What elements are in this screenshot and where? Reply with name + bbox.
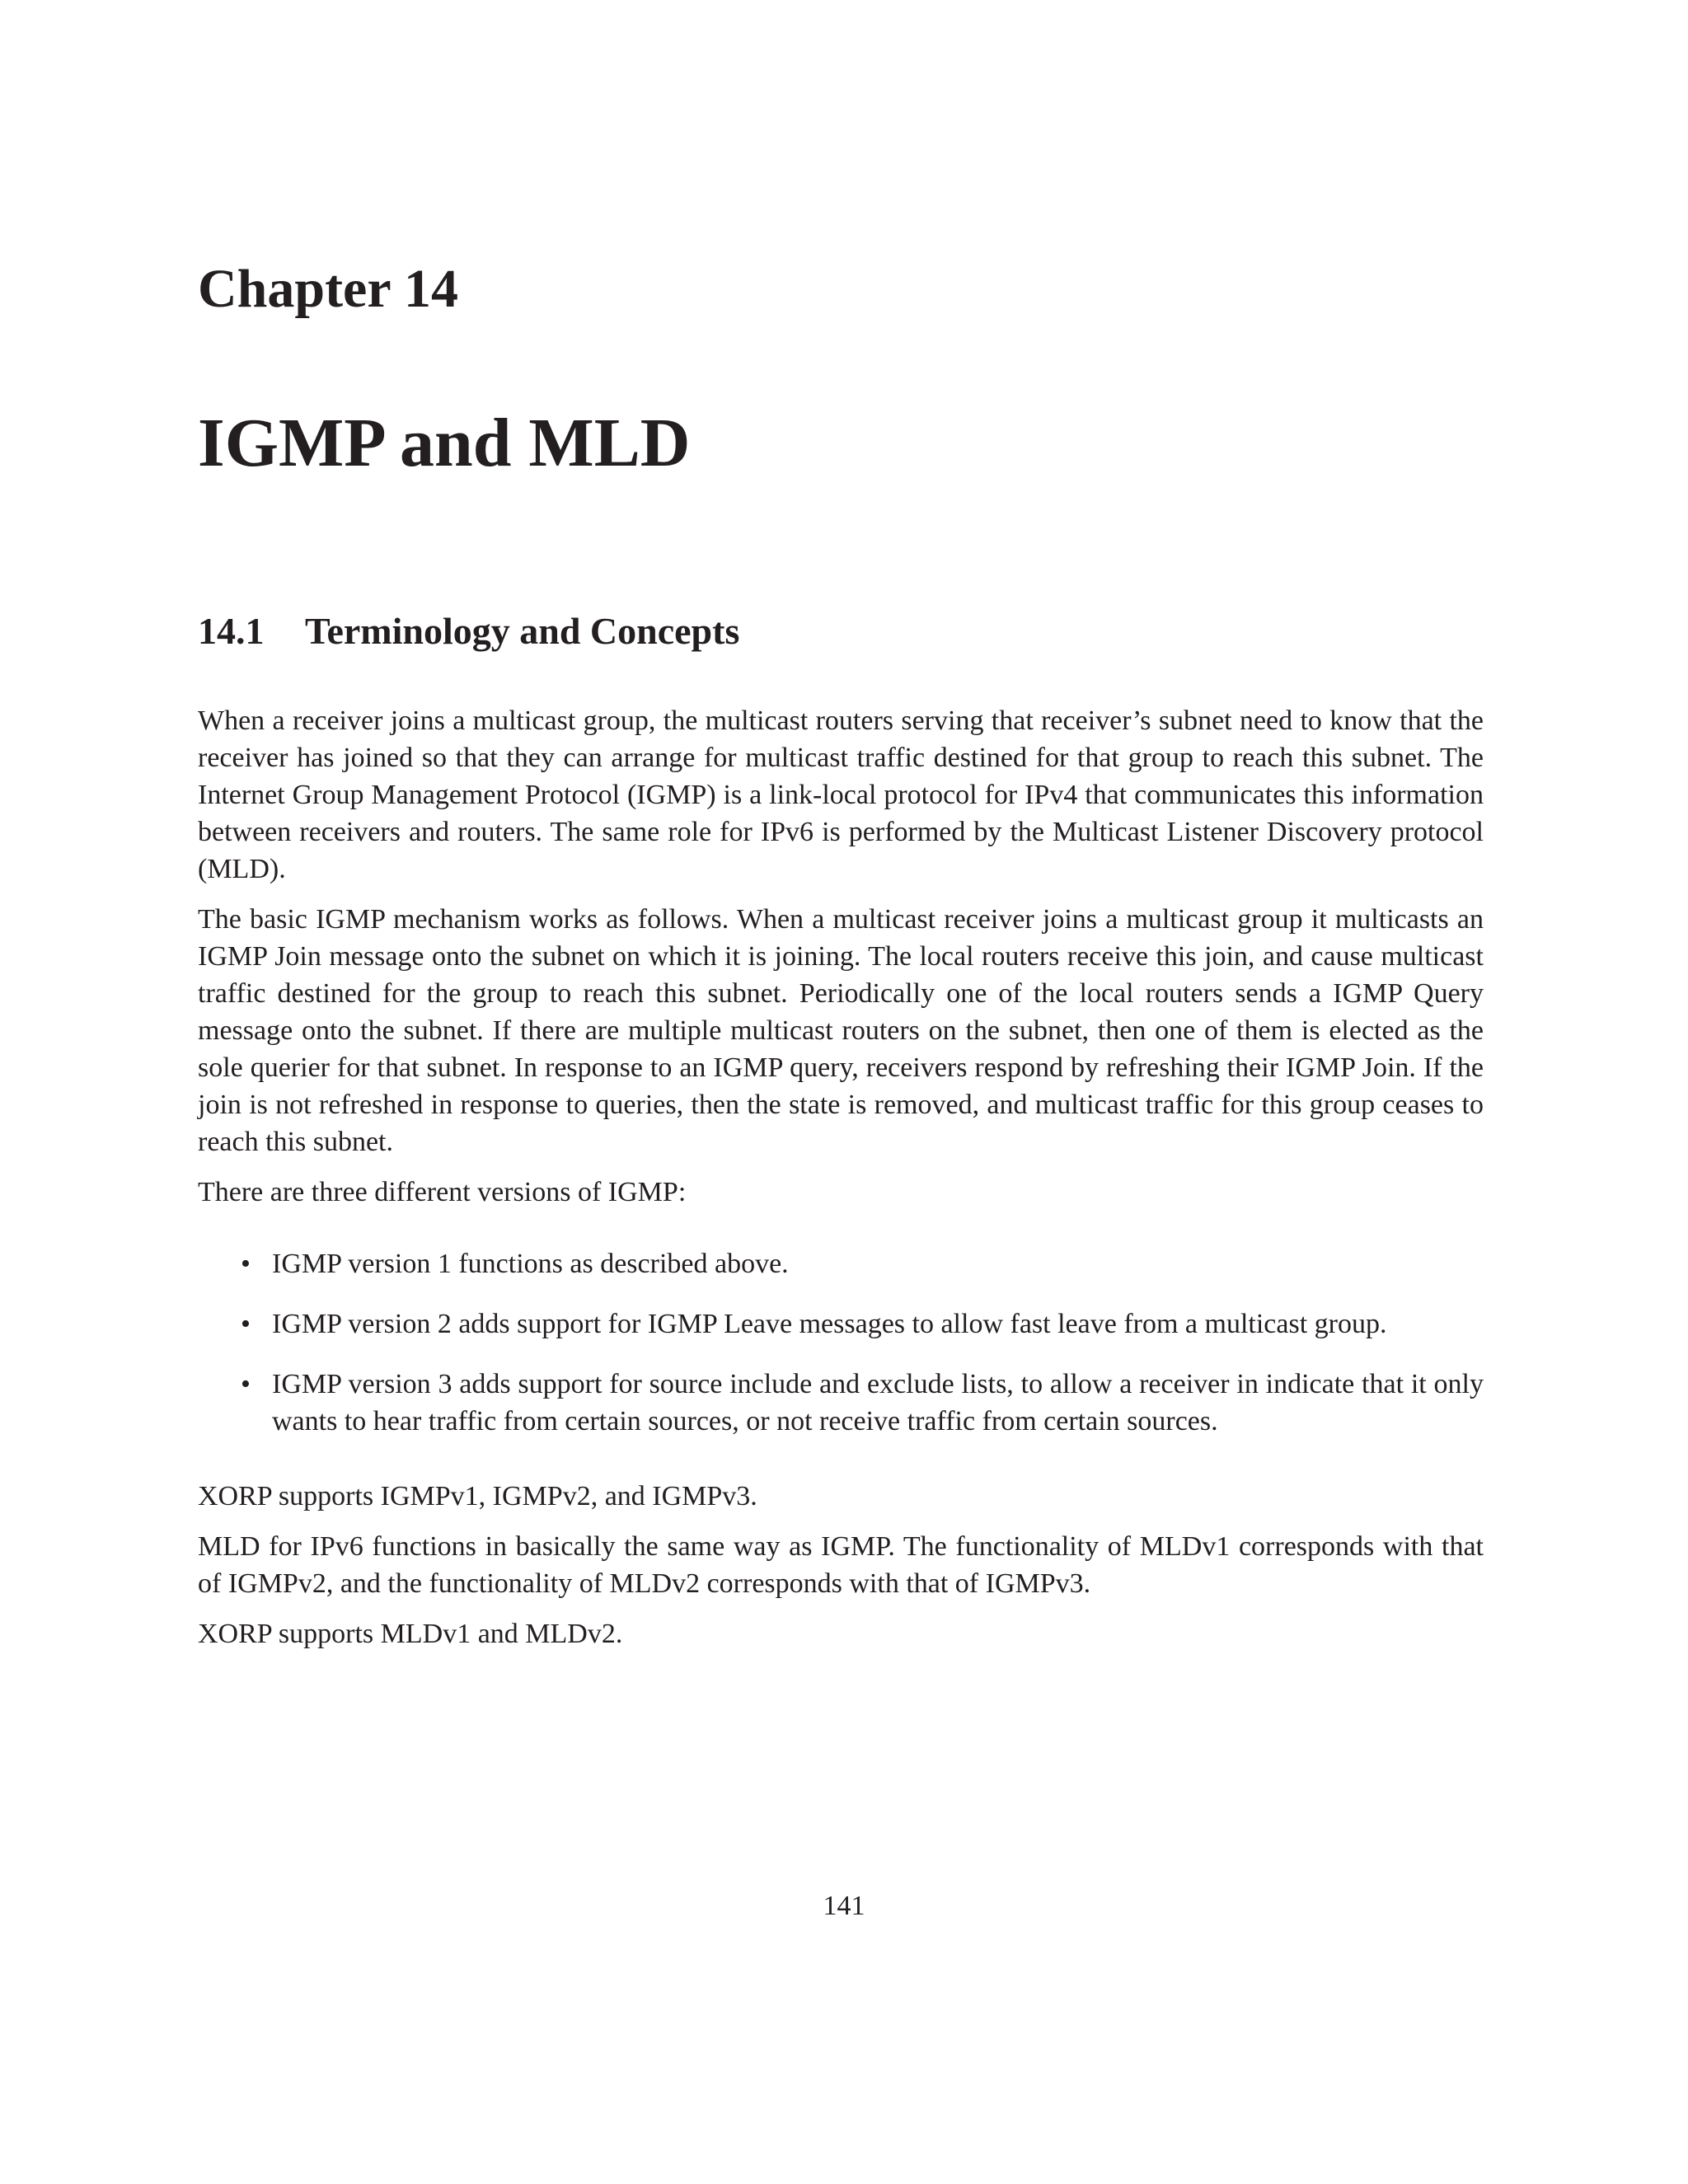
list-item <box>198 1245 1484 1282</box>
section-heading <box>198 612 739 650</box>
section-title: Terminology and Concepts <box>305 610 740 652</box>
body-text <box>198 702 1484 1666</box>
igmp-versions-list <box>198 1245 1484 1440</box>
paragraph-versions-intro: There are three different versions of IGMP: <box>198 1177 687 1207</box>
chapter-title: IGMP and MLD <box>198 405 691 481</box>
section-number: 14.1 <box>198 610 265 652</box>
list-item-text: IGMP version 1 functions as described above. <box>272 1249 789 1279</box>
bullet-icon: • <box>241 1369 251 1399</box>
list-item-text: IGMP version 3 adds support for source include and exclude lists, to allow a receiver in indicate that it only wants to hear traffic from certain sources, or not receive traffic from certain sources. <box>272 1369 1484 1436</box>
page-number: 141 <box>823 1891 865 1921</box>
paragraph-xorp-igmp: XORP supports IGMPv1, IGMPv2, and IGMPv3. <box>198 1481 757 1511</box>
bullet-icon: • <box>241 1249 251 1279</box>
list-item <box>198 1366 1484 1440</box>
paragraph-mechanism: The basic IGMP mechanism works as follows. When a multicast receiver joins a multicast group it multicasts an IGMP Join message onto the subnet on which it is joining. The local routers receive this join, and cause multicast traffic destined for the group to reach this subnet. Periodically one of the local routers sends a IGMP Query message onto the subnet. If there are multiple multicast routers on the subnet, then one of them is elected as the sole querier for that subnet. In response to an IGMP query, receivers respond by refreshing their IGMP Join. If the join is not refreshed in response to queries, then the state is removed, and multicast traffic for this group ceases to reach this subnet. <box>198 904 1484 1157</box>
list-item <box>198 1305 1484 1343</box>
list-item-text: IGMP version 2 adds support for IGMP Leave messages to allow fast leave from a multicast group. <box>272 1309 1387 1339</box>
chapter-label: Chapter 14 <box>198 259 458 319</box>
paragraph-xorp-mld: XORP supports MLDv1 and MLDv2. <box>198 1619 623 1649</box>
paragraph-intro: When a receiver joins a multicast group, the multicast routers serving that receiver’s subnet need to know that the receiver has joined so that they can arrange for multicast traffic destined for that group to reach this subnet. The Internet Group Management Protocol (IGMP) is a link-local protocol for IPv4 that communicates this information between receivers and routers. The same role for IPv6 is performed by the Multicast Listener Discovery protocol (MLD). <box>198 705 1484 884</box>
paragraph-mld: MLD for IPv6 functions in basically the same way as IGMP. The functionality of MLDv1 corresponds with that of IGMPv2, and the functionality of MLDv2 corresponds with that of IGMPv3. <box>198 1531 1484 1599</box>
bullet-icon: • <box>241 1309 251 1339</box>
